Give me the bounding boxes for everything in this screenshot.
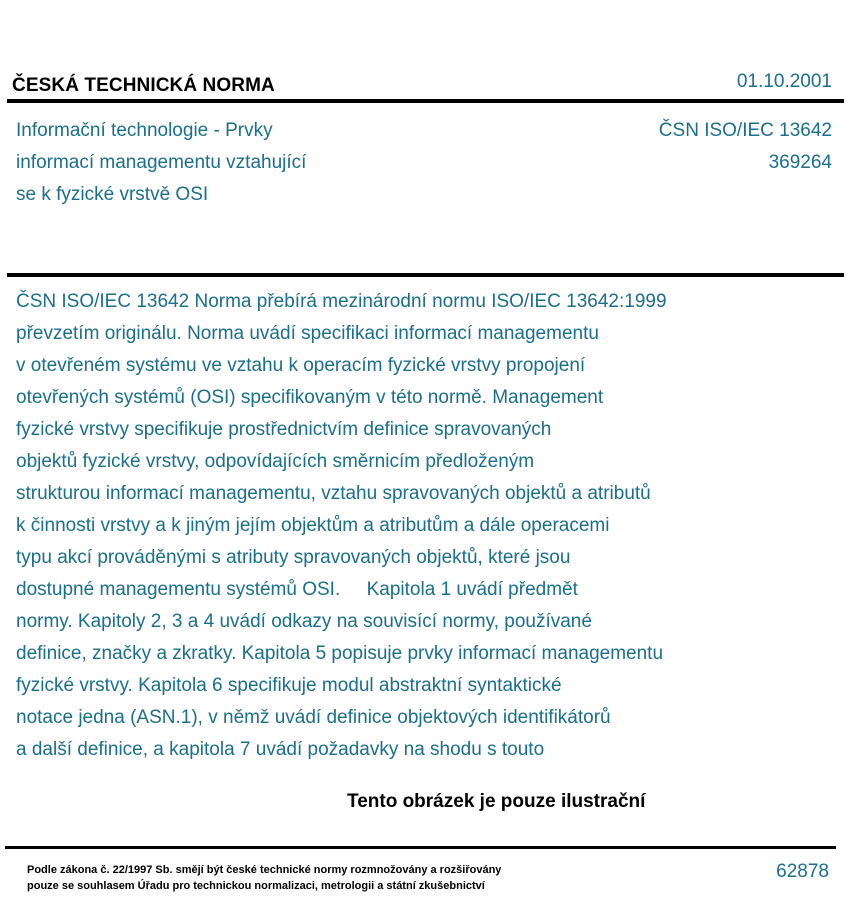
abstract-line: typu akcí prováděnými s atributy spravovaných objektů, které jsou — [16, 547, 571, 568]
document-identifiers — [659, 115, 832, 179]
abstract-line: strukturou informací managementu, vztahu spravovaných objektů a atributů — [16, 483, 651, 504]
document-title-line: informací managementu vztahující — [16, 152, 307, 173]
abstract-line: dostupné managementu systémů OSI. Kapitola 1 uvádí předmět — [16, 579, 578, 600]
legal-notice-line: Podle zákona č. 22/1997 Sb. smějí být české technické normy rozmnožovány a rozšiřovány — [27, 864, 502, 876]
abstract-line: notace jedna (ASN.1), v němž uvádí definice objektových identifikátorů — [16, 707, 611, 728]
standard-header-title: ČESKÁ TECHNICKÁ NORMA — [12, 75, 275, 96]
legal-notice-line: pouze se souhlasem Úřadu pro technickou normalizaci, metrologii a státní zkušebnictví — [27, 880, 485, 892]
header-divider — [7, 99, 844, 103]
document-title-line: Informační technologie - Prvky — [16, 120, 273, 141]
abstract-line: fyzické vrstvy. Kapitola 6 specifikuje modul abstraktní syntaktické — [16, 675, 562, 696]
abstract-text — [16, 286, 816, 766]
document-title-line: se k fyzické vrstvě OSI — [16, 184, 209, 205]
footer-divider — [5, 846, 836, 849]
catalog-number: 62878 — [776, 861, 829, 882]
abstract-line: objektů fyzické vrstvy, odpovídajících směrnicím předloženým — [16, 451, 535, 472]
standard-number: ČSN ISO/IEC 13642 — [658, 120, 832, 141]
publication-date: 01.10.2001 — [736, 71, 832, 92]
document-title — [16, 115, 436, 211]
abstract-line: a další definice, a kapitola 7 uvádí požadavky na shodu s touto — [16, 739, 545, 760]
abstract-line: definice, značky a zkratky. Kapitola 5 popisuje prvky informací managementu — [16, 643, 664, 664]
abstract-line: k činnosti vrstvy a k jiným jejím objektům a atributům a dále operacemi — [16, 515, 610, 536]
illustration-notice: Tento obrázek je pouze ilustrační — [347, 791, 646, 812]
abstract-line: v otevřeném systému ve vztahu k operacím fyzické vrstvy propojení — [16, 355, 586, 376]
abstract-line: fyzické vrstvy specifikuje prostřednictvím definice spravovaných — [16, 419, 552, 440]
title-divider — [7, 273, 844, 277]
abstract-line: otevřených systémů (OSI) specifikovaným v této normě. Management — [16, 387, 604, 408]
abstract-line: normy. Kapitoly 2, 3 a 4 uvádí odkazy na souvisící normy, používané — [16, 611, 592, 632]
abstract-line: ČSN ISO/IEC 13642 Norma přebírá mezinárodní normu ISO/IEC 13642:1999 — [16, 291, 667, 312]
class-code: 369264 — [768, 152, 832, 173]
legal-notice — [27, 862, 501, 894]
abstract-line: převzetím originálu. Norma uvádí specifikaci informací managementu — [16, 323, 599, 344]
